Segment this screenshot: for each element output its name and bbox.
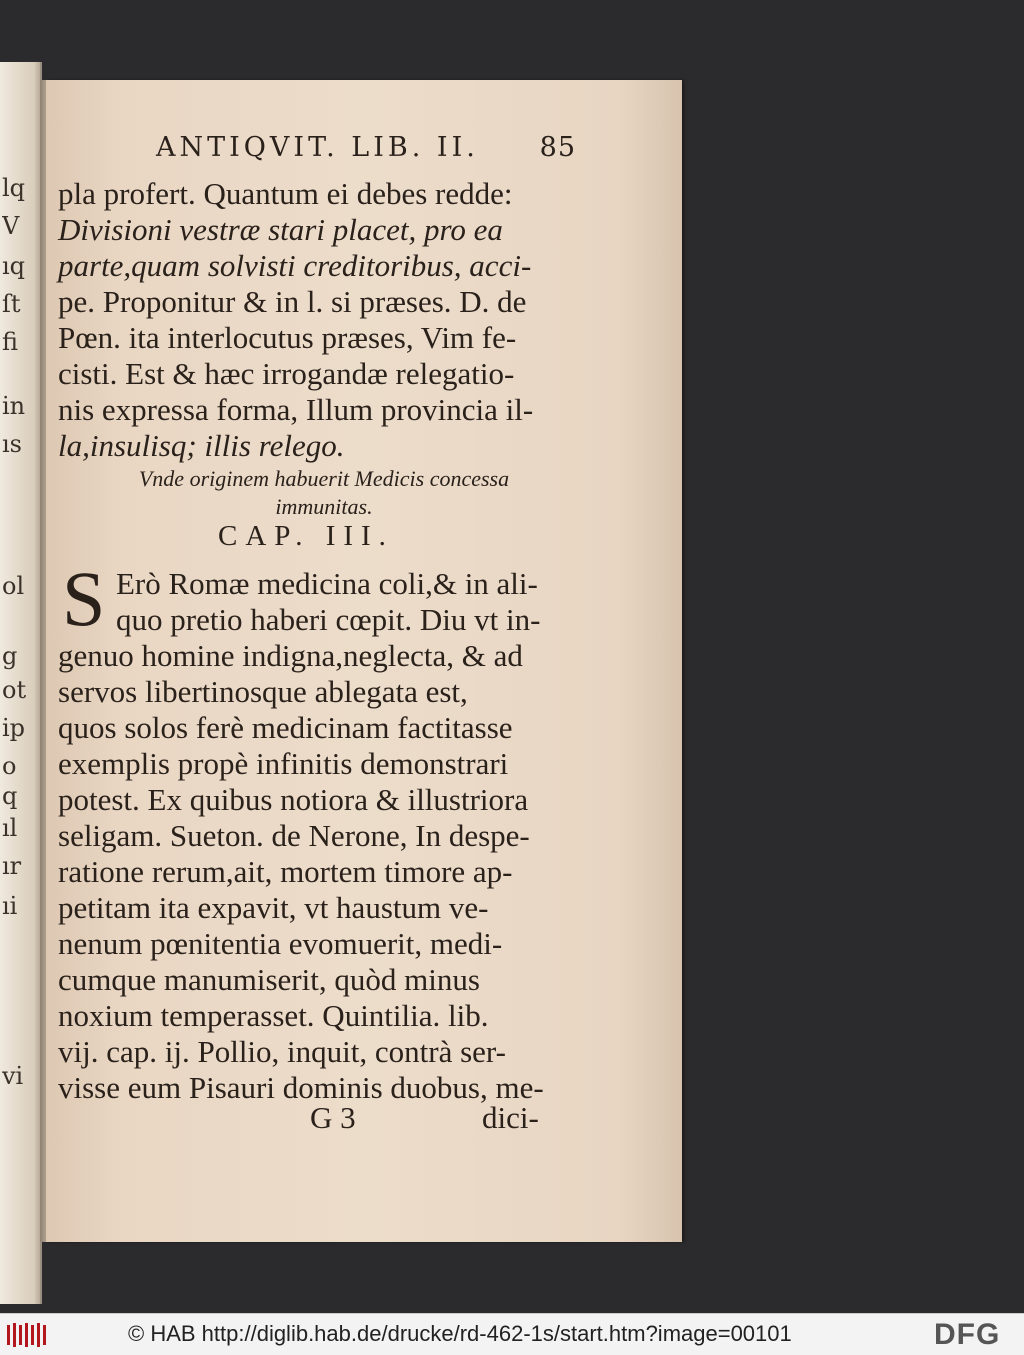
book-page xyxy=(46,80,682,1242)
signature-mark: G 3 xyxy=(310,1100,356,1135)
strip-fragment: in xyxy=(2,392,26,420)
text-line: exemplis propè infinitis demonstrari xyxy=(58,746,509,781)
strip-fragment: q xyxy=(2,782,18,810)
text-line: nenum pœnitentia evomuerit, medi- xyxy=(58,926,503,961)
drop-capital: S xyxy=(62,555,106,642)
text-line: Pœn. ita interlocutus præses, Vim fe- xyxy=(58,320,517,355)
text-line: seligam. Sueton. de Nerone, In despe- xyxy=(58,818,530,853)
strip-fragment: fi xyxy=(2,328,19,356)
strip-fragment: ſt xyxy=(2,290,21,318)
strip-fragment: o xyxy=(2,752,17,780)
catchword: dici- xyxy=(482,1100,539,1135)
dfg-logo[interactable]: DFG xyxy=(934,1318,1001,1351)
text-line: genuo homine indigna,neglecta, & ad xyxy=(58,638,523,673)
previous-page-strip xyxy=(0,62,42,1304)
text-line: ratione rerum,ait, mortem timore ap- xyxy=(58,854,513,889)
copyright-link[interactable]: © HAB http://diglib.hab.de/drucke/rd-462-1s/start.htm?image=00101 xyxy=(128,1321,792,1346)
strip-fragment: ıl xyxy=(2,814,18,842)
strip-fragment: g xyxy=(2,642,18,670)
text-line: parte,quam solvisti creditoribus, acci- xyxy=(58,248,532,283)
text-line: visse eum Pisauri dominis duobus, me- xyxy=(58,1070,544,1105)
strip-fragment: ıq xyxy=(2,252,26,280)
text-line: vij. cap. ij. Pollio, inquit, contrà ser- xyxy=(58,1034,506,1069)
strip-fragment: ip xyxy=(2,714,26,742)
text-line: potest. Ex quibus notiora & illustriora xyxy=(58,782,529,817)
text-line: noxium temperasset. Quintilia. lib. xyxy=(58,998,489,1033)
text-line: nis expressa forma, Illum provincia il- xyxy=(58,392,534,427)
text-line: servos libertinosque ablegata est, xyxy=(58,674,468,709)
strip-fragment: vi xyxy=(2,1062,24,1090)
footer-bar xyxy=(0,1313,1024,1355)
strip-fragment: V xyxy=(2,212,20,240)
chapter-caption-line-1: Vnde originem habuerit Medicis concessa xyxy=(138,466,510,491)
running-head-title: ANTIQVIT. LIB. II. xyxy=(156,132,479,163)
text-line: petitam ita expavit, vt haustum ve- xyxy=(58,890,489,925)
strip-fragment: ır xyxy=(2,852,22,880)
text-line: quos solos ferè medicinam factitasse xyxy=(58,710,513,745)
text-line: Divisioni vestræ stari placet, pro ea xyxy=(58,212,503,247)
strip-fragment: lq xyxy=(2,174,26,202)
text-line: cumque manumiserit, quòd minus xyxy=(58,962,480,997)
chapter-caption-line-2: immunitas. xyxy=(275,494,373,519)
text-line: la,insulisq; illis relego. xyxy=(58,428,345,463)
strip-fragment: ıi xyxy=(2,892,18,920)
text-line: Erò Romæ medicina coli,& in ali- xyxy=(116,566,538,601)
chapter-heading: CAP. III. xyxy=(218,520,394,552)
strip-fragment: ıs xyxy=(2,430,22,458)
running-head xyxy=(156,132,576,163)
text-line: cisti. Est & hæc irrogandæ relegatio- xyxy=(58,356,515,391)
hab-logo-icon[interactable] xyxy=(6,1322,48,1348)
text-line: quo pretio haberi cœpit. Diu vt in- xyxy=(116,602,541,637)
text-line: pe. Proponitur & in l. si præses. D. de xyxy=(58,284,527,319)
text-line: pla profert. Quantum ei debes redde: xyxy=(58,176,513,211)
page-number: 85 xyxy=(539,132,576,163)
strip-fragment: ot xyxy=(2,676,27,704)
strip-fragment: ol xyxy=(2,572,25,600)
